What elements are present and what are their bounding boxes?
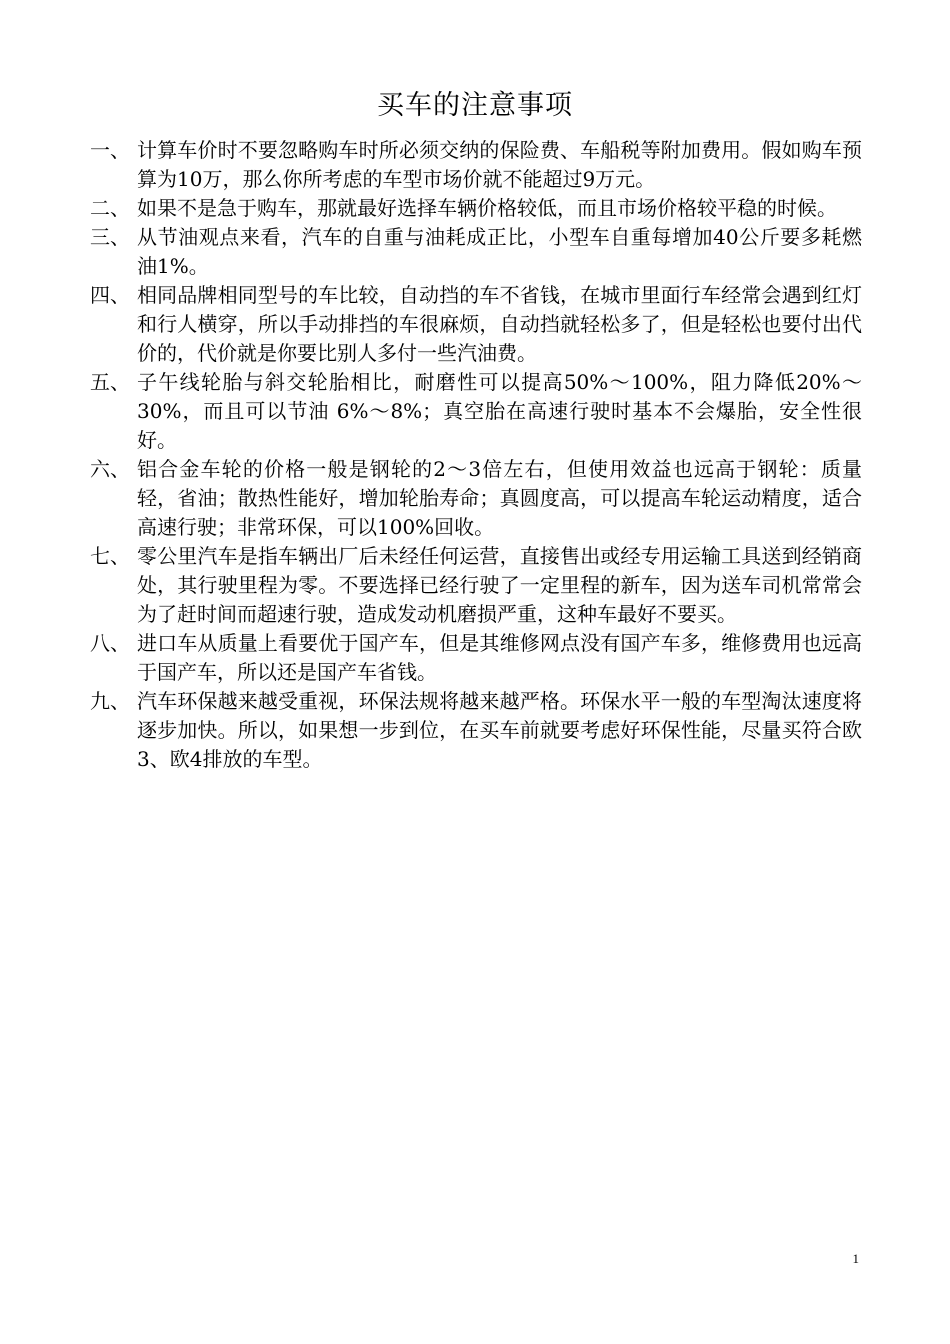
item-marker: 七、 [90, 544, 130, 568]
list-item [90, 629, 862, 687]
item-marker: 九、 [90, 689, 130, 713]
item-marker: 六、 [90, 457, 130, 481]
list-item [90, 455, 862, 542]
item-marker: 三、 [90, 225, 130, 249]
item-text: 相同品牌相同型号的车比较，自动挡的车不省钱，在城市里面行车经常会遇到红灯和行人横穿，所以手动排挡的车很麻烦，自动挡就轻松多了，但是轻松也要付出代价的，代价就是你要比别人多付一些汽油费。 [137, 283, 862, 365]
page-number: 1 [852, 1251, 859, 1266]
item-text: 从节油观点来看，汽车的自重与油耗成正比，小型车自重每增加40公斤要多耗燃油1%。 [137, 225, 862, 278]
item-text: 零公里汽车是指车辆出厂后未经任何运营，直接售出或经专用运输工具送到经销商处，其行驶里程为零。不要选择已经行驶了一定里程的新车，因为送车司机常常会为了赶时间而超速行驶，造成发动机磨损严重，这种车最好不要买。 [137, 544, 862, 626]
item-marker: 四、 [90, 283, 130, 307]
item-marker: 五、 [90, 370, 130, 394]
list-item [90, 194, 862, 223]
item-text: 汽车环保越来越受重视，环保法规将越来越严格。环保水平一般的车型淘汰速度将逐步加快。所以，如果想一步到位，在买车前就要考虑好环保性能，尽量买符合欧3、欧4排放的车型。 [137, 689, 862, 771]
list-item [90, 687, 862, 774]
item-text: 进口车从质量上看要优于国产车，但是其维修网点没有国产车多，维修费用也远高于国产车，所以还是国产车省钱。 [137, 631, 862, 684]
list-item [90, 542, 862, 629]
list-item [90, 223, 862, 281]
notes-list [90, 136, 862, 774]
list-item [90, 136, 862, 194]
item-marker: 八、 [90, 631, 130, 655]
item-text: 铝合金车轮的价格一般是钢轮的2～3倍左右，但使用效益也远高于钢轮：质量轻，省油；散热性能好，增加轮胎寿命；真圆度高，可以提高车轮运动精度，适合高速行驶；非常环保，可以100%回收。 [137, 457, 862, 539]
list-item [90, 368, 862, 455]
document-title: 买车的注意事项 [377, 90, 573, 121]
list-item [90, 281, 862, 368]
item-text: 计算车价时不要忽略购车时所必须交纳的保险费、车船税等附加费用。假如购车预算为10万，那么你所考虑的车型市场价就不能超过9万元。 [137, 138, 862, 191]
item-marker: 二、 [90, 196, 130, 220]
item-marker: 一、 [90, 138, 130, 162]
item-text: 子午线轮胎与斜交轮胎相比，耐磨性可以提高50%～100%，阻力降低20%～30%，而且可以节油 6%～8%；真空胎在高速行驶时基本不会爆胎，安全性很好。 [137, 370, 862, 452]
item-text: 如果不是急于购车，那就最好选择车辆价格较低，而且市场价格较平稳的时候。 [137, 196, 837, 220]
